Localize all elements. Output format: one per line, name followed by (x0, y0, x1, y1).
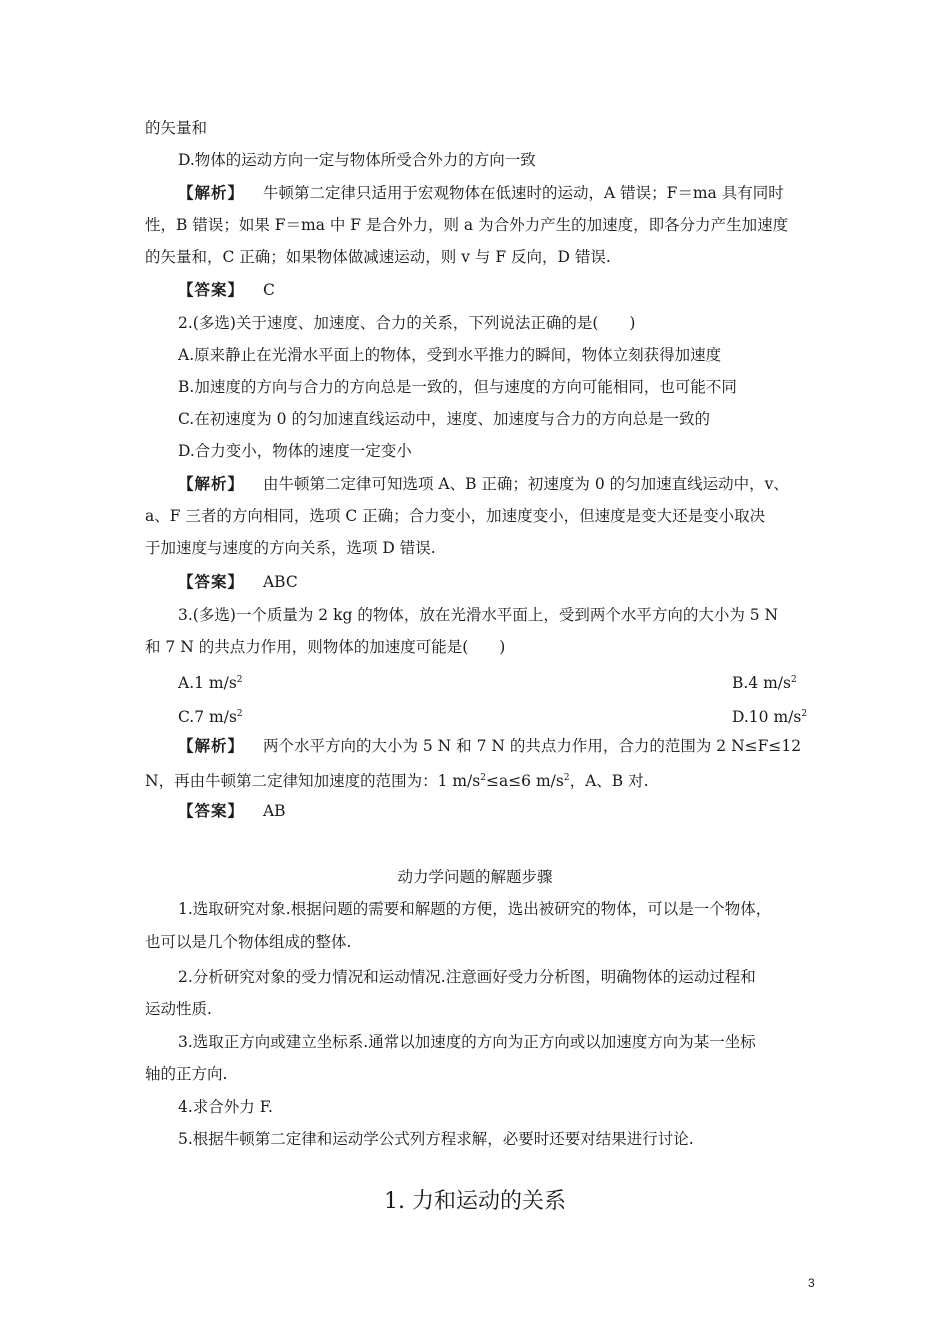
step-2-cont: 运动性质. (145, 1000, 212, 1018)
analysis-text: 两个水平方向的大小为 5 N 和 7 N 的共点力作用，合力的范围为 2 N≤F≤12 (262, 737, 802, 755)
answer-2 (178, 571, 298, 593)
answer-value: C (262, 281, 275, 299)
option-c: C.在初速度为 0 的匀加速直线运动中，速度、加速度与合力的方向总是一致的 (178, 410, 710, 428)
answer-tag: 【答案】 (178, 801, 245, 820)
analysis-2 (178, 473, 789, 495)
step-5: 5.根据牛顿第二定律和运动学公式列方程求解，必要时还要对结果进行讨论. (178, 1130, 694, 1148)
option-b: B.加速度的方向与合力的方向总是一致的，但与速度的方向可能相同，也可能不同 (178, 378, 737, 396)
option-d: D.合力变小，物体的速度一定变小 (178, 442, 412, 460)
analysis-text: N，再由牛顿第二定律知加速度的范围为：1 $m/s^2\le a\le 6$ $m/s^2$，A、B 对. (145, 772, 649, 790)
answer-tag: 【答案】 (178, 280, 245, 299)
answer-value: ABC (262, 573, 298, 591)
answer-1 (178, 279, 275, 301)
step-3: 3.选取正方向或建立坐标系.通常以加速度的方向为正方向或以加速度方向为某一坐标 (178, 1033, 756, 1051)
analysis-1 (178, 182, 784, 204)
analysis-tag: 【解析】 (178, 736, 245, 755)
answer-value: AB (262, 802, 286, 820)
question-3-cont: 和 7 N 的共点力作用，则物体的加速度可能是( ) (145, 638, 506, 656)
question-2: 2.(多选)关于速度、加速度、合力的关系，下列说法正确的是( ) (178, 314, 636, 332)
option-d: D.物体的运动方向一定与物体所受合外力的方向一致 (178, 151, 536, 169)
analysis-text: 牛顿第二定律只适用于宏观物体在低速时的运动，A 错误；F＝ma 具有同时 (262, 184, 784, 202)
option-b: B.4 $m/s^2$ (732, 674, 797, 692)
analysis-text: 性，B 错误；如果 F＝ma 中 F 是合外力，则 a 为合外力产生的加速度，即各分力产生加速度 (145, 216, 789, 234)
option-c: C.7 $m/s^2$ (178, 708, 243, 726)
analysis-text: a、F 三者的方向相同，选项 C 正确；合力变小，加速度变小，但速度是变大还是变小取决 (145, 507, 766, 525)
analysis-tag: 【解析】 (178, 474, 245, 493)
analysis-3 (178, 735, 801, 757)
step-3-cont: 轴的正方向. (145, 1065, 228, 1083)
option-a: A.1 $m/s^2$ (178, 674, 243, 692)
analysis-text: 的矢量和，C 正确；如果物体做减速运动，则 v 与 F 反向，D 错误. (145, 248, 611, 266)
step-1-cont: 也可以是几个物体组成的整体. (145, 933, 352, 951)
section-title: 动力学问题的解题步骤 (397, 868, 553, 886)
chapter-heading: 1. 力和运动的关系 (384, 1189, 566, 1214)
analysis-text: 于加速度与速度的方向关系，选项 D 错误. (145, 539, 436, 557)
option-a: A.原来静止在光滑水平面上的物体，受到水平推力的瞬间，物体立刻获得加速度 (178, 346, 722, 364)
step-1: 1.选取研究对象.根据问题的需要和解题的方便，选出被研究的物体，可以是一个物体， (178, 900, 772, 918)
page-number: 3 (808, 1276, 815, 1290)
step-2: 2.分析研究对象的受力情况和运动情况.注意画好受力分析图，明确物体的运动过程和 (178, 968, 756, 986)
step-4: 4.求合外力 F. (178, 1098, 273, 1116)
analysis-tag: 【解析】 (178, 183, 245, 202)
answer-3 (178, 800, 286, 822)
answer-tag: 【答案】 (178, 572, 245, 591)
analysis-text: 由牛顿第二定律可知选项 A、B 正确；初速度为 0 的匀加速直线运动中，v、 (262, 475, 789, 493)
text-line: 的矢量和 (145, 119, 208, 137)
question-3: 3.(多选)一个质量为 2 kg 的物体，放在光滑水平面上，受到两个水平方向的大小为 5 N (178, 606, 779, 624)
option-d: D.10 $m/s^2$ (732, 708, 808, 726)
